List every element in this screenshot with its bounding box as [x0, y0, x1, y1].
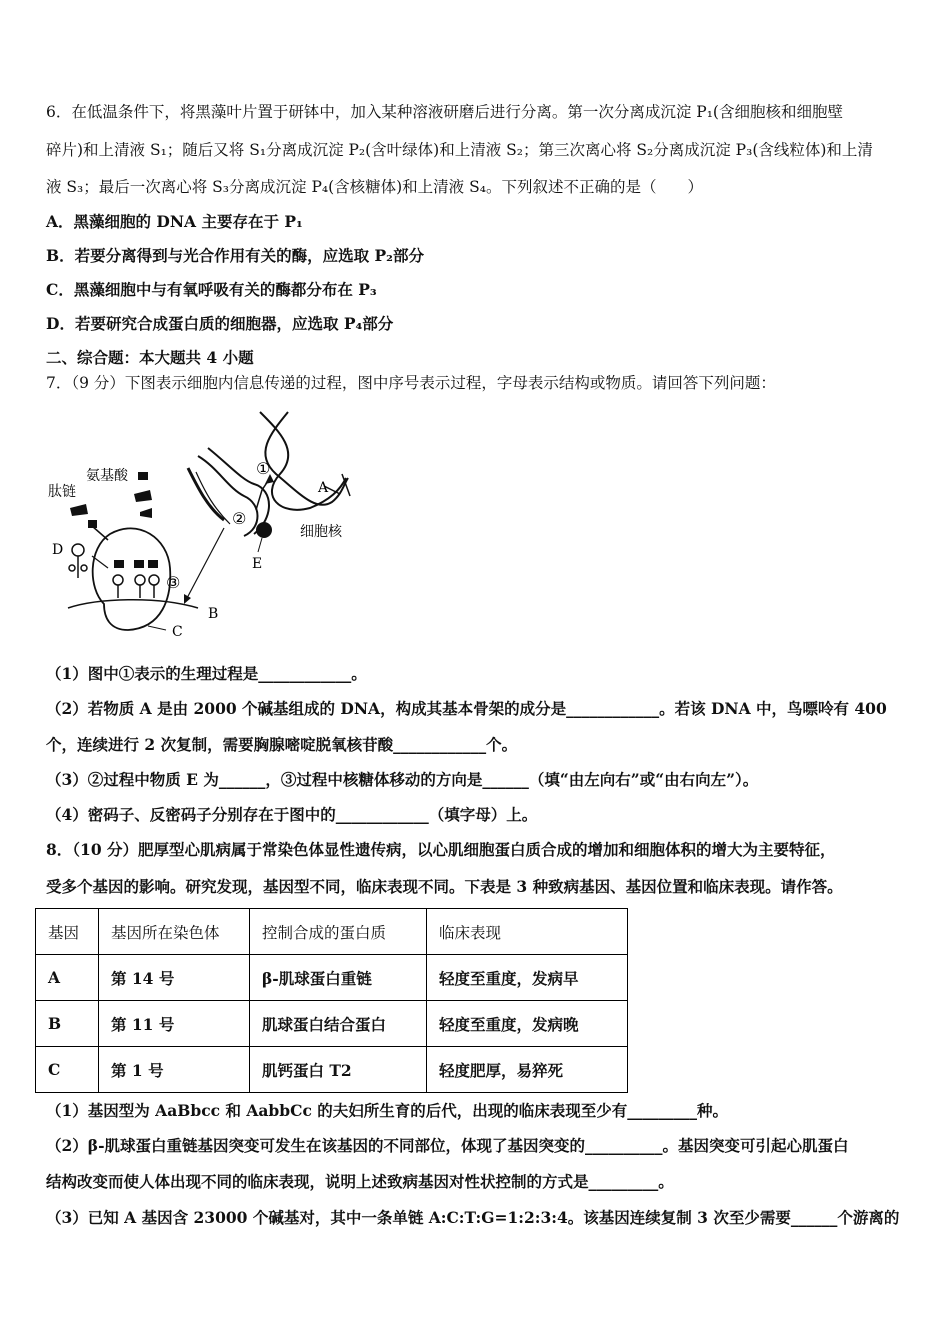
gene-table [35, 908, 628, 1093]
q8-sub1: （1）基因型为 AaBbcc 和 AabbCc 的夫妇所生育的后代，出现的临床表现至少有_________种。 [46, 1101, 729, 1120]
table-header-cell: 控制合成的蛋白质 [250, 909, 427, 955]
table-cell: B [36, 1001, 99, 1047]
c-leader [148, 626, 166, 630]
label-d: D [52, 542, 64, 558]
q8-sub2-line2: 结构改变而使人体出现不同的临床表现，说明上述致病基因对性状控制的方式是_________。 [46, 1172, 674, 1191]
q6-option-a: A．黑藻细胞的 DNA 主要存在于 P₁ [46, 212, 303, 231]
table-cell: 第 14 号 [99, 955, 250, 1001]
codon-block-1 [114, 560, 124, 568]
trna-arrow [92, 556, 108, 568]
enzyme-e-dot [256, 522, 272, 538]
q8-sub3: （3）已知 A 基因含 23000 个碱基对，其中一条单链 A:C:T:G=1:2:3:4。该基因连续复制 3 次至少需要______个游离的 [46, 1208, 900, 1227]
label-process-2: ② [232, 509, 247, 528]
label-process-3: ③ [166, 573, 181, 592]
peptide-chain-link [92, 526, 108, 540]
cell-diagram-figure [48, 408, 378, 648]
table-cell: 第 1 号 [99, 1047, 250, 1093]
q6-line1: 6．在低温条件下，将黑藻叶片置于研钵中，加入某种溶液研磨后进行分离。第一次分离成沉淀 P₁(含细胞核和细胞壁 [46, 103, 843, 121]
peptide-block [70, 504, 88, 516]
table-cell: 肌球蛋白结合蛋白 [250, 1001, 427, 1047]
table-cell: 第 11 号 [99, 1001, 250, 1047]
table-header-row [36, 909, 628, 955]
e-leader [258, 538, 262, 552]
label-process-1: ① [256, 459, 271, 478]
section-heading: 二、综合题：本大题共 4 小题 [46, 348, 254, 367]
q7-sub3: （3）②过程中物质 E 为______，③过程中核糖体移动的方向是______（填“由左向右”或“由右向左”）。 [46, 770, 759, 789]
table-cell: C [36, 1047, 99, 1093]
q7-stem: 7．（9 分）下图表示细胞内信息传递的过程，图中序号表示过程，字母表示结构或物质。请回答下列问题： [46, 374, 776, 392]
table-cell: A [36, 955, 99, 1001]
codon-block-2 [134, 560, 144, 568]
q8-sub2-line1: （2）β-肌球蛋白重链基因突变可发生在该基因的不同部位，体现了基因突变的__________。基因突变可引起心肌蛋白 [46, 1136, 849, 1155]
table-header-cell: 基因所在染色体 [99, 909, 250, 955]
q7-sub2-line1: （2）若物质 A 是由 2000 个碱基组成的 DNA，构成其基本骨架的成分是____________。若该 DNA 中，鸟嘌呤有 400 [46, 699, 887, 718]
dna-strand-3 [198, 456, 258, 536]
label-b: B [208, 606, 219, 622]
q6-option-c: C．黑藻细胞中与有氧呼吸有关的酶都分布在 P₃ [46, 280, 377, 299]
table-cell: 肌钙蛋白 T2 [250, 1047, 427, 1093]
label-nucleus: 细胞核 [300, 524, 342, 540]
label-c: C [172, 624, 183, 640]
codon-block-3 [148, 560, 158, 568]
q6-line2: 碎片)和上清液 S₁；随后又将 S₁分离成沉淀 P₂(含叶绿体)和上清液 S₂；第三次离心将 S₂分离成沉淀 P₃(含线粒体)和上清 [46, 141, 873, 159]
amino-acid-arrow [134, 490, 152, 502]
trna-pair [113, 575, 159, 598]
q8-stem-line2: 受多个基因的影响。研究发现，基因型不同，临床表现不同。下表是 3 种致病基因、基因位置和临床表现。请作答。 [46, 877, 843, 896]
membrane-b [68, 600, 198, 608]
label-peptide: 肽链 [48, 484, 76, 500]
amino-acid-square [138, 472, 148, 480]
q7-sub4: （4）密码子、反密码子分别存在于图中的____________（填字母）上。 [46, 805, 538, 824]
amino-acid-shape [140, 508, 152, 518]
table-row [36, 1047, 628, 1093]
q7-sub1: （1）图中①表示的生理过程是____________。 [46, 664, 367, 683]
trna-d [69, 544, 87, 578]
table-row [36, 955, 628, 1001]
table-row [36, 1001, 628, 1047]
arrow-head-2 [184, 594, 191, 604]
label-a: A [318, 480, 329, 496]
q7-sub2-line2: 个，连续进行 2 次复制，需要胸腺嘧啶脱氧核苷酸____________个。 [46, 735, 518, 754]
table-cell: 轻度至重度，发病晚 [427, 1001, 628, 1047]
table-cell: 轻度肥厚，易猝死 [427, 1047, 628, 1093]
table-cell: β-肌球蛋白重链 [250, 955, 427, 1001]
q6-option-b: B．若要分离得到与光合作用有关的酶，应选取 P₂部分 [46, 246, 424, 265]
q6-line3: 液 S₃；最后一次离心将 S₃分离成沉淀 P₄(含核糖体)和上清液 S₄。下列叙述不正确的是（ ） [46, 178, 703, 196]
table-cell: 轻度至重度，发病早 [427, 955, 628, 1001]
label-amino-acid: 氨基酸 [86, 468, 128, 484]
q8-stem-line1: 8．（10 分）肥厚型心肌病属于常染色体显性遗传病，以心肌细胞蛋白质合成的增加和细胞体积的增大为主要特征， [46, 840, 836, 859]
transport-arrow [186, 528, 224, 600]
table-header-cell: 临床表现 [427, 909, 628, 955]
q6-option-d: D．若要研究合成蛋白质的细胞器，应选取 P₄部分 [46, 314, 394, 333]
label-e: E [252, 556, 263, 572]
dna-end-b [342, 474, 350, 496]
table-header-cell: 基因 [36, 909, 99, 955]
